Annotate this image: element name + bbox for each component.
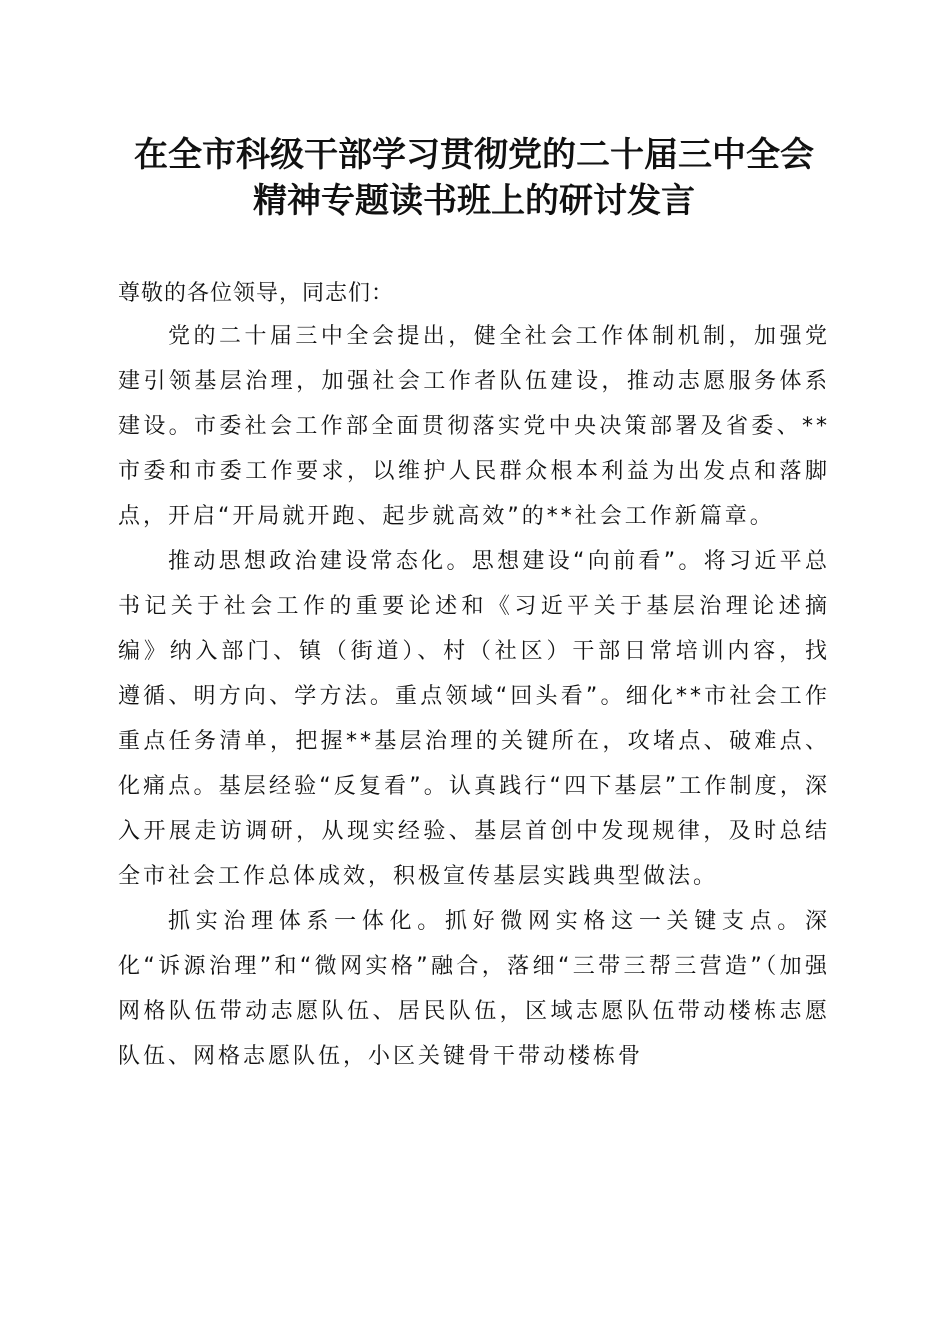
- title-line-1: 在全市科级干部学习贯彻党的二十届三中全会: [134, 135, 814, 175]
- title-line-2: 精神专题读书班上的研讨发言: [253, 181, 695, 221]
- document-title: [118, 132, 830, 224]
- paragraph-intro: 党的二十届三中全会提出，健全社会工作体制机制，加强党建引领基层治理，加强社会工作者队伍建设，推动志愿服务体系建设。市委社会工作部全面贯彻落实党中央决策部署及省委、**市委和市委工作要求，以维护人民群众根本利益为出发点和落脚点，开启“开局就开跑、起步就高效”的**社会工作新篇章。: [118, 324, 830, 529]
- salutation: 尊敬的各位领导，同志们：: [118, 281, 395, 306]
- paragraph-governance: 抓实治理体系一体化。抓好微网实格这一关键支点。深化“诉源治理”和“微网实格”融合，落细“三带三帮三营造”（加强网格队伍带动志愿队伍、居民队伍，区域志愿队伍带动楼栋志愿队伍、网格志愿队伍，小区关键骨干带动楼栋骨: [118, 909, 830, 1069]
- paragraph-ideology: 推动思想政治建设常态化。思想建设“向前看”。将习近平总书记关于社会工作的重要论述和《习近平关于基层治理论述摘编》纳入部门、镇（街道）、村（社区）干部日常培训内容，找遵循、明方向、学方法。重点领域“回头看”。细化**市社会工作重点任务清单，把握**基层治理的关键所在，攻堵点、破难点、化痛点。基层经验“反复看”。认真践行“四下基层”工作制度，深入开展走访调研，从现实经验、基层首创中发现规律，及时总结全市社会工作总体成效，积极宣传基层实践典型做法。: [118, 549, 830, 889]
- document-page: [118, 132, 830, 1079]
